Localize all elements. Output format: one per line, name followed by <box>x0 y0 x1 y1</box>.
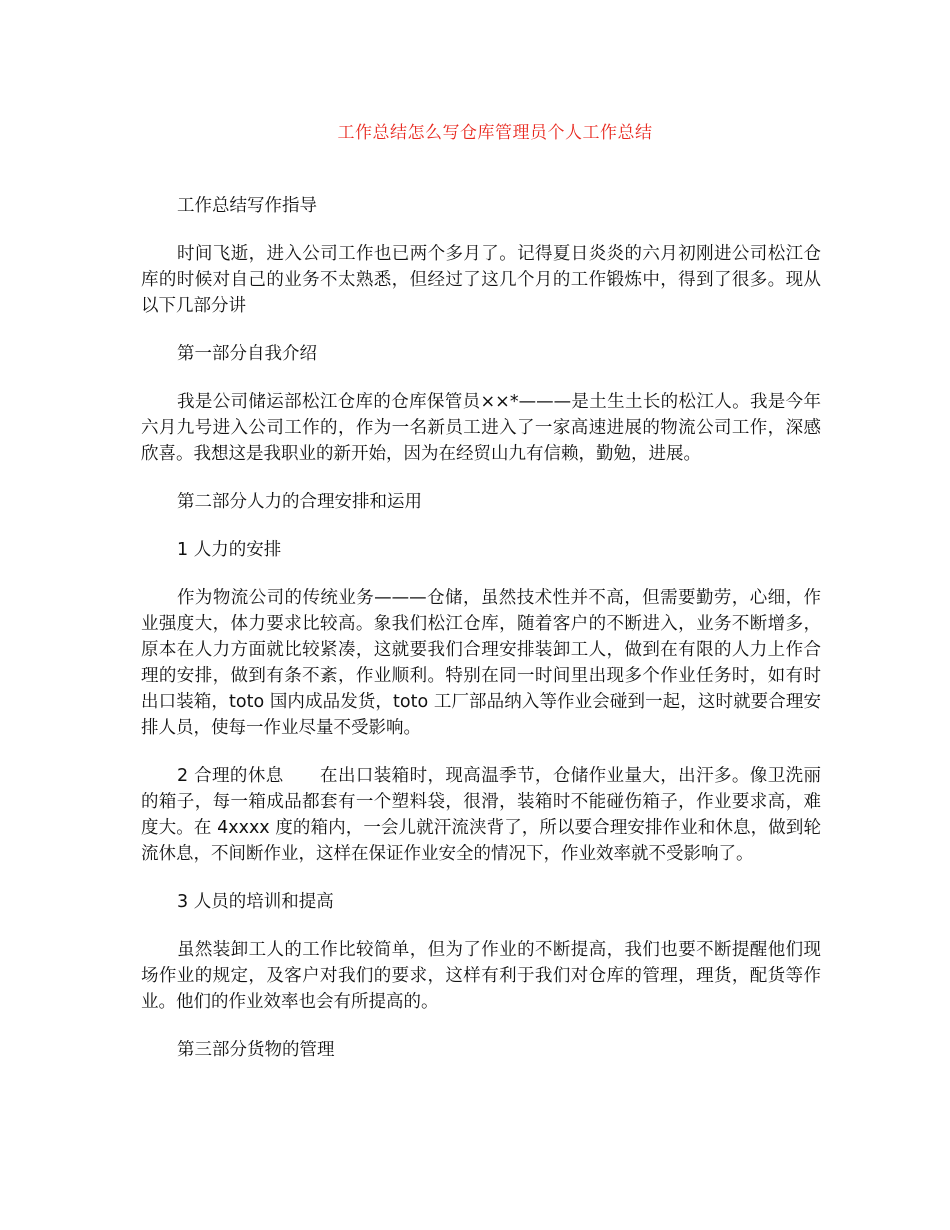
subheading-manpower-arrangement: 1 人力的安排 <box>177 540 282 560</box>
paragraph-staff-training: 虽然装卸工人的工作比较简单，但为了作业的不断提高，我们也要不断提醒他们现场作业的规定，及客户对我们的要求，这样有利于我们对仓库的管理，理货，配货等作业。他们的作业效率也会有所提高的。 <box>141 940 821 1012</box>
paragraph-self-introduction: 我是公司储运部松江仓库的仓库保管员××*———是土生土长的松江人。我是今年六月九号进入公司工作的，作为一名新员工进入了一家高速进展的物流公司工作，深感欣喜。我想这是我职业的新开始，因为在经贸山九有信赖，勤勉，进展。 <box>141 392 821 464</box>
subheading-reasonable-rest: 2 合理的休息 <box>177 766 284 786</box>
reasonable-rest-body: 在出口装箱时，现高温季节，仓储作业量大，出汗多。像卫洗丽的箱子，每一箱成品都套有一个塑料袋，很滑，装箱时不能碰伤箱子，作业要求高，难度大。在 4xxxx 度的箱内，一会儿就汗流浃背了，所以要合理安排作业和休息，做到轮流休息，不间断作业，这样在保证作业安全的情况下，作业效率就不受影响了。 <box>141 766 822 864</box>
subheading-staff-training: 3 人员的培训和提高 <box>177 892 334 912</box>
document-body <box>141 193 821 1085</box>
section-heading-self-introduction: 第一部分自我介绍 <box>177 344 317 364</box>
paragraph-intro: 时间飞逝，进入公司工作也已两个多月了。记得夏日炎炎的六月初刚进公司松江仓库的时候对自己的业务不太熟悉，但经过了这几个月的工作锻炼中，得到了很多。现从以下几部分讲 <box>141 244 821 316</box>
section-heading-writing-guide: 工作总结写作指导 <box>177 196 317 216</box>
paragraph-reasonable-rest <box>141 763 821 867</box>
section-heading-goods-management: 第三部分货物的管理 <box>177 1040 335 1060</box>
document-title: 工作总结怎么写仓库管理员个人工作总结 <box>337 123 653 143</box>
paragraph-manpower-arrangement: 作为物流公司的传统业务———仓储，虽然技术性并不高，但需要勤劳，心细，作业强度大，体力要求比较高。象我们松江仓库，随着客户的不断进入，业务不断增多，原本在人力方面就比较紧凑，这就要我们合理安排装卸工人，做到在有限的人力上作合理的安排，做到有条不紊，作业顺利。特别在同一时间里出现多个作业任务时，如有时出口装箱，toto 国内成品发货，toto 工厂部品纳入等作业会碰到一起，这时就要合理安排人员，使每一作业尽量不受影响。 <box>141 588 821 738</box>
section-heading-manpower: 第二部分人力的合理安排和运用 <box>177 492 422 512</box>
